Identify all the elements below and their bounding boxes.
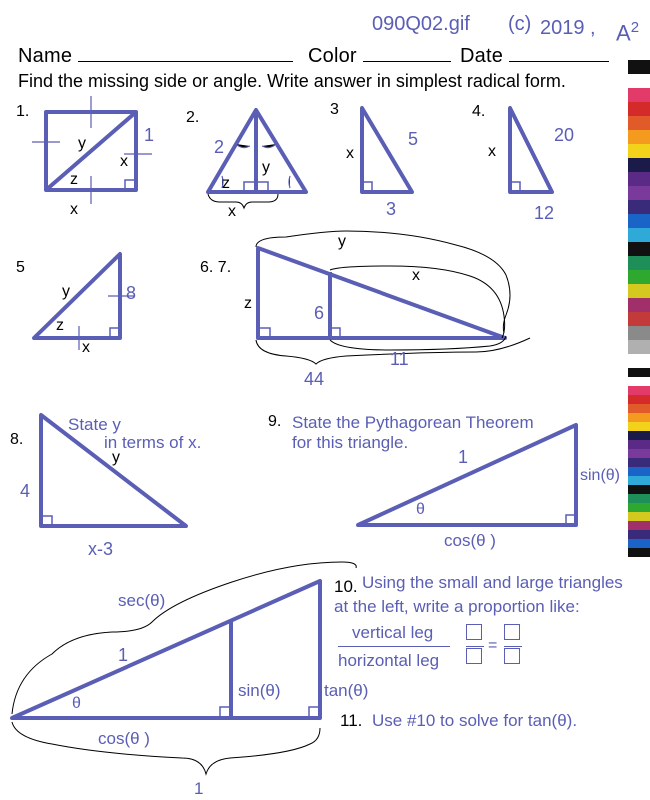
p67-label-6: 6 xyxy=(314,303,325,323)
p1-label-x-bottom: x xyxy=(70,201,78,218)
p67-label-y: y xyxy=(338,233,346,250)
p67-label-44: 44 xyxy=(304,369,325,389)
color-field[interactable]: Color xyxy=(308,46,451,66)
p8-label-y: y xyxy=(112,449,120,466)
p8-statement-1: State y xyxy=(68,415,121,434)
p67-triangle-figure xyxy=(258,248,505,338)
p8-label-4: 4 xyxy=(20,481,31,501)
p11-statement: Use #10 to solve for tan(θ). xyxy=(372,711,578,730)
big-label-theta: θ xyxy=(72,695,81,712)
p67-label-x: x xyxy=(412,267,420,284)
year-label: 2019 , xyxy=(540,17,596,39)
big-label-tan: tan(θ) xyxy=(324,681,369,700)
date-field[interactable]: Date xyxy=(460,46,609,66)
p3-triangle-figure xyxy=(362,108,412,192)
p1-label-1: 1 xyxy=(144,125,155,145)
p2-label-2: 2 xyxy=(214,137,225,157)
p4-label-20: 20 xyxy=(554,125,575,145)
p2-label-x: x xyxy=(228,203,236,220)
p1-label-z: z xyxy=(70,171,78,188)
problem-4-number: 4. xyxy=(472,103,486,120)
big-label-cos: cos(θ ) xyxy=(98,729,150,748)
p67-label-z: z xyxy=(244,295,252,312)
p67-label-11: 11 xyxy=(390,349,409,369)
p10-statement-2: at the left, write a proportion like: xyxy=(334,597,580,616)
p5-label-z: z xyxy=(56,317,64,334)
problem-3-number: 3 xyxy=(330,101,339,118)
problem-9-number: 9. xyxy=(268,413,282,430)
p9-label-sin: sin(θ) xyxy=(580,467,621,484)
problem-1-number: 1. xyxy=(16,103,30,120)
p2-label-y: y xyxy=(262,159,270,176)
p5-label-y: y xyxy=(62,283,70,300)
big-label-hyp-1: 1 xyxy=(118,645,129,665)
p9-label-theta: θ xyxy=(416,501,425,518)
p10-box-fraction-left xyxy=(466,624,484,669)
p10-fraction-bar xyxy=(338,646,450,647)
file-label: 090Q02.gif xyxy=(372,13,470,35)
brand-logo: $A^2$ xyxy=(616,19,640,46)
p4-triangle-figure xyxy=(510,108,552,192)
problem-67-number: 6. 7. xyxy=(200,259,232,276)
p3-label-5: 5 xyxy=(408,129,419,149)
p1-label-y: y xyxy=(78,135,86,152)
problem-5-number: 5 xyxy=(16,259,25,276)
p9-statement-1: State the Pythagorean Theorem xyxy=(292,413,534,432)
big-label-base-1: 1 xyxy=(194,779,204,798)
p5-triangle-figure xyxy=(34,254,120,338)
p8-label-x-minus-3: x-3 xyxy=(88,539,114,559)
p4-label-12: 12 xyxy=(534,203,555,223)
p3-label-3: 3 xyxy=(386,199,397,219)
instructions: Find the missing side or angle. Write answer in simplest radical form. xyxy=(18,71,566,91)
p3-label-x: x xyxy=(346,145,354,162)
big-label-sec: sec(θ) xyxy=(118,591,166,610)
p9-label-1: 1 xyxy=(458,447,469,467)
p10-denominator: horizontal leg xyxy=(338,651,440,670)
p10-numerator: vertical leg xyxy=(352,623,434,642)
copyright-mark: (c) xyxy=(508,13,532,35)
p5-label-x: x xyxy=(82,339,90,356)
problem-10-number: 10. xyxy=(334,577,358,596)
p4-label-x: x xyxy=(488,143,496,160)
p10-equals: = xyxy=(488,637,498,654)
problem-8-number: 8. xyxy=(10,431,24,448)
name-field[interactable]: Name xyxy=(18,46,293,66)
p9-label-cos: cos(θ ) xyxy=(444,531,496,550)
p8-statement-2: in terms of x. xyxy=(104,433,202,452)
p10-statement-1: Using the small and large triangles xyxy=(362,573,623,592)
p5-label-8: 8 xyxy=(126,283,137,303)
big-label-sin: sin(θ) xyxy=(238,681,281,700)
p2-label-z: z xyxy=(222,175,230,192)
problem-11-number: 11. xyxy=(340,711,363,730)
problem-2-number: 2. xyxy=(186,109,200,126)
p9-statement-2: for this triangle. xyxy=(292,433,409,452)
p10-box-fraction-right xyxy=(504,624,522,669)
p1-label-x-right: x xyxy=(120,153,128,170)
